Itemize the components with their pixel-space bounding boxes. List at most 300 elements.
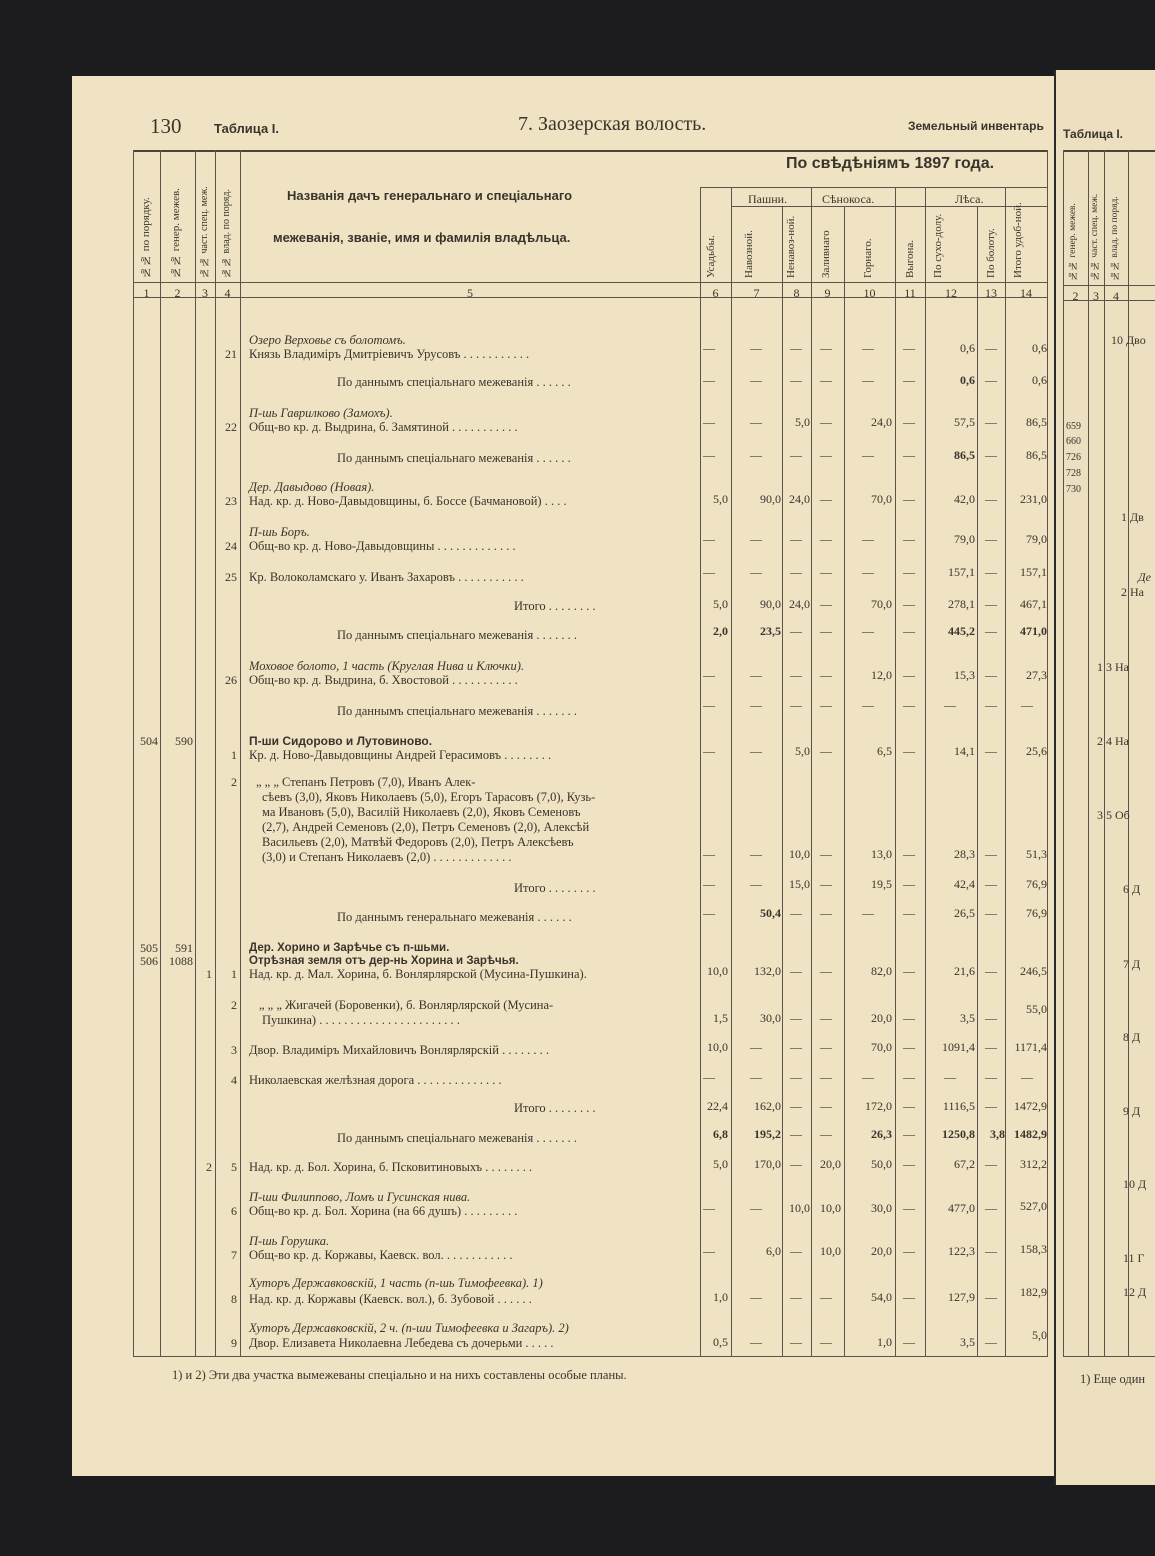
empty-cell-dash: — [985,341,997,355]
header-c1: №№ по порядку. [140,197,152,278]
right-col-line [1104,150,1105,1356]
cell: 278,1 [948,597,975,611]
header-rule [133,282,1048,283]
empty-cell-dash: — [903,1070,915,1084]
empty-cell-dash: — [703,668,715,682]
right-header-rule [1063,285,1155,286]
empty-cell-dash: — [703,448,715,462]
row-title: П-шь Гаврилково (Замохъ). [249,406,393,420]
right-col-line [1088,150,1089,1356]
empty-cell-dash: — [820,1335,832,1349]
row-title: Моховое болото, 1 часть (Круглая Нива и Ключки). [249,659,525,673]
cell: 0,6 [960,373,975,387]
cell: 86,5 [1026,415,1047,429]
col-line [811,187,812,1356]
colnum-6: 6 [712,286,719,300]
row-text: По даннымъ спеціальнаго межеванія . . . . . . . [337,628,577,642]
empty-cell-dash: — [790,448,802,462]
colnum-5: 5 [467,286,473,300]
row-title: Дер. Давыдово (Новая). [249,480,375,494]
empty-cell-dash: — [820,1040,832,1054]
row-index: 8 [231,1292,237,1306]
empty-cell-dash: — [750,1070,762,1084]
empty-cell-dash: — [985,877,997,891]
empty-cell-dash: — [790,1157,802,1171]
cell: 86,5 [1026,448,1047,462]
right-row: 10 Дво [1111,333,1146,347]
empty-cell-dash: — [820,1070,832,1084]
empty-cell-dash: — [790,1099,802,1113]
empty-cell-dash: — [750,1335,762,1349]
empty-cell-dash: — [985,448,997,462]
cell: 14,1 [954,744,975,758]
header-pashni: Пашни. [748,192,788,206]
cell: 12,0 [871,668,892,682]
cell: 51,3 [1026,847,1047,861]
empty-cell-dash: — [750,744,762,758]
empty-cell-dash: — [985,565,997,579]
empty-cell-dash: — [703,906,715,920]
table-bottom-rule [133,1356,1048,1357]
right-row: 659 [1066,421,1081,432]
right-header-c2: №№ генер. межев. [1068,203,1078,280]
row-title: П-ши Филиппово, Ломъ и Гусинская нива. [249,1190,471,1204]
empty-cell-dash: — [903,492,915,506]
row-text: Князь Владиміръ Дмитріевичъ Урусовъ . . . . . . . . . . . [249,347,530,361]
table-label: Таблица I. [214,121,280,136]
col-line [1005,187,1006,1356]
right-footnote: 1) Еще один [1080,1372,1146,1386]
right-row: 1 Дв [1121,510,1144,524]
empty-cell-dash: — [790,668,802,682]
empty-cell-dash: — [820,744,832,758]
cell: 3,5 [960,1011,975,1025]
page-number: 130 [150,114,182,138]
empty-cell-dash: — [750,373,762,387]
right-row: 9 Д [1123,1104,1141,1118]
empty-cell-dash: — [903,341,915,355]
header-c5-line1: Названія дачъ генеральнаго и спеціальнаго [287,188,573,203]
cell: 132,0 [754,964,781,978]
colnum-2: 2 [174,286,181,300]
empty-cell-dash: — [820,415,832,429]
right-header-c3: №№ част. спец. меж. [1090,193,1100,280]
row-text: По даннымъ спеціальнаго межеванія . . . . . . [337,375,571,389]
colnum-14: 14 [1020,286,1032,300]
header-senokosa: Сѣнокоса. [822,192,875,206]
row-text: По даннымъ спеціальнаго межеванія . . . . . . . [337,704,577,718]
empty-cell-dash: — [703,341,715,355]
empty-cell-dash: — [750,1290,762,1304]
row-text: ма Ивановъ (5,0), Василій Николаевъ (2,0), Яковъ Семеновъ [262,805,581,819]
header-c11: Выгона. [904,240,916,278]
cell: 505 [140,941,158,955]
row-index: 7 [231,1248,237,1262]
cell: 5,0 [713,597,728,611]
colnum-3: 3 [202,286,208,300]
right-bottom-rule [1063,1356,1155,1357]
row-text: Пушкина) . . . . . . . . . . . . . . . . . . . . . . . [262,1013,460,1027]
cell: 2,0 [713,624,728,638]
cell: 0,6 [1032,373,1047,387]
row-text: Общ-во кр. д. Выдрина, б. Хвостовой . . . . . . . . . . . [249,673,518,687]
cell: 3,5 [960,1335,975,1349]
cell: 1250,8 [942,1127,975,1141]
row-index: 9 [231,1336,237,1350]
empty-cell-dash: — [820,877,832,891]
cell: 26,5 [954,906,975,920]
col-line [240,150,241,1356]
header-c7: Навозной. [743,230,755,278]
empty-cell-dash: — [903,1011,915,1025]
cell: 24,0 [789,492,810,506]
cell: 15,3 [954,668,975,682]
cell: 127,9 [948,1290,975,1304]
empty-cell-dash: — [903,744,915,758]
cell: 10,0 [820,1201,841,1215]
cell: 70,0 [871,597,892,611]
empty-cell-dash: — [903,1099,915,1113]
row-text: Общ-во кр. д. Бол. Хорина (на 66 душъ) . . . . . . . . . [249,1204,518,1218]
empty-cell-dash: — [750,877,762,891]
right-row: 728 [1066,468,1081,479]
empty-cell-dash: — [903,1040,915,1054]
cell: 90,0 [760,597,781,611]
row-text: По даннымъ спеціальнаго межеванія . . . . . . . [337,1131,577,1145]
colnum-10: 10 [863,286,876,300]
empty-cell-dash: — [903,964,915,978]
empty-cell-dash: — [790,1290,802,1304]
row-index: 1 [231,748,237,762]
cell: 195,2 [754,1127,781,1141]
header-c6: Усадьбы. [705,235,717,278]
right-col-line [1128,150,1129,1356]
header-c8: Ненавоз-ной. [785,215,797,278]
cell: 1,0 [713,1290,728,1304]
cell: 10,0 [707,964,728,978]
row-text: Кр. д. Ново-Давыдовщины Андрей Герасимовъ . . . . . . . . [249,748,552,762]
empty-cell-dash: — [862,624,874,638]
empty-cell-dash: — [985,1335,997,1349]
empty-cell-dash: — [790,373,802,387]
cell: 6,5 [877,744,892,758]
cell: 30,0 [871,1201,892,1215]
empty-cell-dash: — [820,1127,832,1141]
empty-cell-dash: — [790,532,802,546]
cell: 5,0 [713,1157,728,1171]
empty-cell-dash: — [985,906,997,920]
empty-cell-dash: — [985,1201,997,1215]
empty-cell-dash: — [985,1011,997,1025]
empty-cell-dash: — [944,698,956,712]
empty-cell-dash: — [985,597,997,611]
cell: 76,9 [1026,906,1047,920]
empty-cell-dash: — [985,668,997,682]
empty-cell-dash: — [820,492,832,506]
row-title: Отрѣзная земля отъ дер-нь Хорина и Зарѣчья. [249,955,519,967]
cell: 70,0 [871,492,892,506]
empty-cell-dash: — [750,847,762,861]
empty-cell-dash: — [985,373,997,387]
cell: 312,2 [1020,1157,1047,1171]
empty-cell-dash: — [985,744,997,758]
cell: 231,0 [1020,492,1047,506]
right-table-top-rule [1063,150,1155,152]
empty-cell-dash: — [985,1244,997,1258]
row-title: Хуторъ Державковскій, 2 ч. (п-ши Тимофеевка и Загаръ). 2) [249,1321,569,1335]
cell: 76,9 [1026,877,1047,891]
cell: 79,0 [954,532,975,546]
header-c2: №№ генер. межев. [170,188,182,278]
cell: 20,0 [871,1244,892,1258]
cell: 6,0 [766,1244,781,1258]
empty-cell-dash: — [703,1244,715,1258]
right-row: 11 Г [1123,1251,1145,1265]
empty-cell-dash: — [985,847,997,861]
cell: 162,0 [754,1099,781,1113]
row-index: 5 [231,1160,237,1174]
empty-cell-dash: — [862,698,874,712]
empty-cell-dash: — [1021,1070,1033,1084]
col-line [1047,150,1048,1356]
empty-cell-dash: — [985,1290,997,1304]
row-index: 21 [225,347,237,361]
row-total: Итого . . . . . . . . [514,881,596,895]
row-text: Николаевская желѣзная дорога . . . . . . . . . . . . . . [249,1073,502,1087]
empty-cell-dash: — [985,624,997,638]
row-text: (2,7), Андрей Семеновъ (2,0), Петръ Семеновъ (2,0), Алексѣй [262,820,590,834]
right-row: 730 [1066,484,1081,495]
cell: 79,0 [1026,532,1047,546]
colnum-8: 8 [793,286,800,300]
cell: 55,0 [1026,1002,1047,1016]
row-index: 25 [225,570,237,584]
row-text: „ „ „ Жигачей (Боровенки), б. Вонлярлярской (Мусина- [259,998,554,1012]
page-title: 7. Заозерская волость. [518,113,707,135]
right-row: 12 Д [1123,1285,1147,1299]
empty-cell-dash: — [750,532,762,546]
empty-cell-dash: — [862,373,874,387]
empty-cell-dash: — [703,1201,715,1215]
empty-cell-dash: — [903,1290,915,1304]
header-lesa: Лѣса. [955,192,984,206]
cell: 15,0 [789,877,810,891]
cell: 157,1 [948,565,975,579]
cell: 20,0 [820,1157,841,1171]
empty-cell-dash: — [820,448,832,462]
colnum-11: 11 [904,286,916,300]
empty-cell-dash: — [703,847,715,861]
empty-cell-dash: — [790,565,802,579]
cell: 0,5 [713,1335,728,1349]
empty-cell-dash: — [985,1157,997,1171]
col-line [133,150,134,1356]
empty-cell-dash: — [820,624,832,638]
empty-cell-dash: — [903,847,915,861]
cell: 1088 [169,954,193,968]
row-title: П-ши Сидорово и Лутовиново. [249,734,433,748]
empty-cell-dash: — [903,1201,915,1215]
cell: 13,0 [871,847,892,861]
col-line [895,187,896,1356]
empty-cell-dash: — [820,1011,832,1025]
empty-cell-dash: — [750,415,762,429]
cell: 23,5 [760,624,781,638]
cell: 1171,4 [1014,1040,1047,1054]
row-text: Над. кр. д. Бол. Хорина, б. Псковитиновыхъ . . . . . . . . [249,1160,533,1174]
cell: 26,3 [871,1127,892,1141]
empty-cell-dash: — [790,964,802,978]
right-header-c4: №№ влад. по поряд. [1110,196,1120,280]
empty-cell-dash: — [750,668,762,682]
row-text: (3,0) и Степанъ Николаевъ (2,0) . . . . . . . . . . . . . [262,850,512,864]
cell: 22,4 [707,1099,728,1113]
empty-cell-dash: — [750,698,762,712]
cell: 28,3 [954,847,975,861]
empty-cell-dash: — [750,1201,762,1215]
empty-cell-dash: — [903,1244,915,1258]
empty-cell-dash: — [790,1040,802,1054]
empty-cell-dash: — [703,532,715,546]
right-col-line [1063,150,1064,1356]
cell: 20,0 [871,1011,892,1025]
header-c12: По сухо-долу. [932,213,944,278]
col-line [195,150,196,1356]
empty-cell-dash: — [790,1070,802,1084]
empty-cell-dash: — [703,1070,715,1084]
empty-cell-dash: — [862,565,874,579]
cell: 57,5 [954,415,975,429]
empty-cell-dash: — [903,668,915,682]
cell: 67,2 [954,1157,975,1171]
section-title: Земельный инвентарь [908,119,1044,133]
colnum-4: 4 [224,286,231,300]
right-row: Де [1138,570,1151,584]
row-index: 1 [231,967,237,981]
row-text: По даннымъ спеціальнаго межеванія . . . . . . [337,451,571,465]
row-text: „ „ „ Степанъ Петровъ (7,0), Иванъ Алек- [256,775,476,789]
row-text: Кр. Волоколамскаго у. Иванъ Захаровъ . . . . . . . . . . . [249,570,524,584]
header-c9: Заливнаго [820,230,832,278]
empty-cell-dash: — [985,1099,997,1113]
header-c10: Горнаго. [862,238,874,278]
row-title: Дер. Хорино и Зарѣчье съ п-шьми. [249,942,450,954]
empty-cell-dash: — [985,1070,997,1084]
empty-cell-dash: — [862,906,874,920]
cell: 86,5 [954,448,975,462]
empty-cell-dash: — [703,373,715,387]
empty-cell-dash: — [903,698,915,712]
empty-cell-dash: — [903,565,915,579]
empty-cell-dash: — [820,1290,832,1304]
empty-cell-dash: — [903,877,915,891]
colnum-13: 13 [985,286,997,300]
row-part: 2 [206,1160,212,1174]
empty-cell-dash: — [1021,698,1033,712]
cell: 477,0 [948,1201,975,1215]
row-title: Озеро Верховье съ болотомъ. [249,333,406,347]
right-colnum: 4 [1113,289,1119,303]
cell: 21,6 [954,964,975,978]
cell: 1482,9 [1014,1127,1047,1141]
cell: 19,5 [871,877,892,891]
row-index: 4 [231,1073,237,1087]
row-index: 3 [231,1043,237,1057]
empty-cell-dash: — [985,492,997,506]
colnum-12: 12 [945,286,957,300]
empty-cell-dash: — [820,964,832,978]
right-row: 726 [1066,452,1081,463]
empty-cell-dash: — [903,1127,915,1141]
row-title: Хуторъ Державковскій, 1 часть (п-шь Тимофеевка). 1) [249,1276,543,1290]
cell: 24,0 [871,415,892,429]
empty-cell-dash: — [750,565,762,579]
right-row: 10 Д [1123,1177,1147,1191]
row-index: 2 [231,775,237,789]
row-index: 24 [225,539,237,553]
row-text: Общ-во кр. д. Коржавы, Каевск. вол. . . . . . . . . . . . [249,1248,513,1262]
empty-cell-dash: — [820,341,832,355]
row-index: 22 [225,420,237,434]
empty-cell-dash: — [820,847,832,861]
row-text: Над. кр. д. Коржавы (Каевск. вол.), б. Зубовой . . . . . . [249,1292,532,1306]
cell: 5,0 [795,415,810,429]
cell: 182,9 [1020,1285,1047,1299]
empty-cell-dash: — [903,448,915,462]
row-text: Над. кр. д. Мал. Хорина, б. Вонлярлярской (Мусина-Пушкина). [249,967,587,981]
right-row: 660 [1066,436,1081,447]
col-line [160,150,161,1356]
cell: 1,0 [877,1335,892,1349]
empty-cell-dash: — [862,448,874,462]
cell: 504 [140,734,158,748]
empty-cell-dash: — [903,415,915,429]
cell: 170,0 [754,1157,781,1171]
cell: 445,2 [948,624,975,638]
cell: 1472,9 [1014,1099,1047,1113]
right-row: 2 4 На [1097,734,1129,748]
cell: 5,0 [713,492,728,506]
empty-cell-dash: — [750,1040,762,1054]
cell: 506 [140,954,158,968]
empty-cell-dash: — [820,906,832,920]
empty-cell-dash: — [862,532,874,546]
empty-cell-dash: — [985,1040,997,1054]
right-row: 1 3 На [1097,660,1129,674]
header-c13: По болоту. [985,228,997,278]
cell: 5,0 [1032,1328,1047,1342]
empty-cell-dash: — [790,1011,802,1025]
empty-cell-dash: — [790,906,802,920]
empty-cell-dash: — [820,532,832,546]
cell: 50,4 [760,906,781,920]
empty-cell-dash: — [903,532,915,546]
row-index: 6 [231,1204,237,1218]
cell: 527,0 [1020,1199,1047,1213]
row-total: Итого . . . . . . . . [514,599,596,613]
col-line [925,187,926,1356]
next-table-label: Таблица I. [1063,127,1124,141]
empty-cell-dash: — [703,877,715,891]
group-rule [700,187,1048,188]
empty-cell-dash: — [985,415,997,429]
row-text: По даннымъ генеральнаго межеванія . . . . . . [337,910,572,924]
empty-cell-dash: — [790,624,802,638]
right-row: 8 Д [1123,1030,1141,1044]
row-total: Итого . . . . . . . . [514,1101,596,1115]
cell: 122,3 [948,1244,975,1258]
empty-cell-dash: — [903,1157,915,1171]
